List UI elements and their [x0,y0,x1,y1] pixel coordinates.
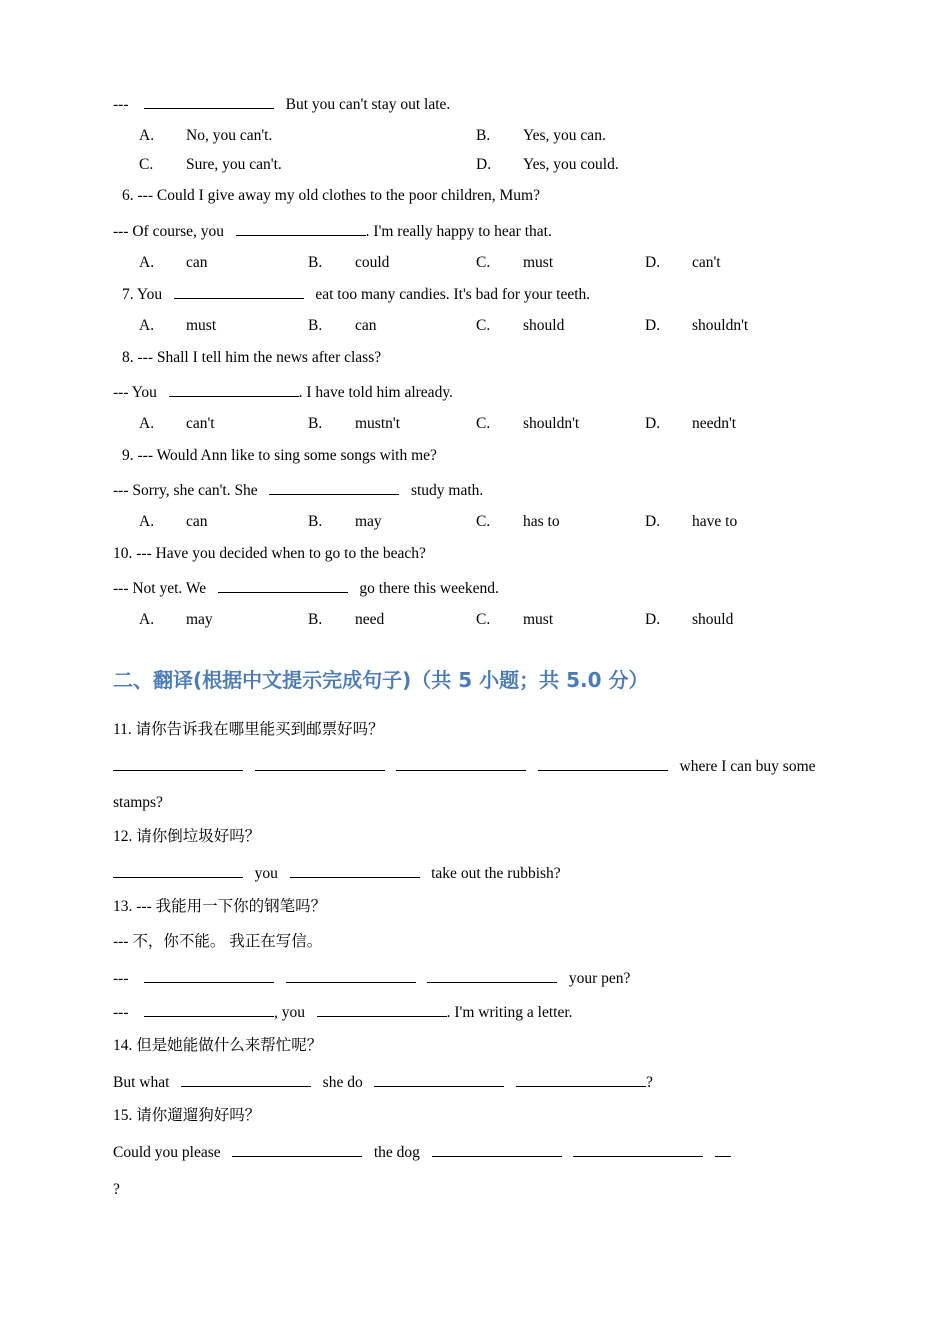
answer-blank[interactable] [144,94,274,109]
section-heading: 二、翻译(根据中文提示完成句子)（共 5 小题；共 5.0 分） [113,668,649,692]
answer-blank[interactable] [144,1002,274,1017]
answer-blank[interactable] [113,756,243,771]
answer-blank[interactable] [427,968,557,983]
q8-question: 8. --- Shall I tell him the news after class? [122,349,382,366]
answer-blank[interactable] [317,1002,447,1017]
q6-option-b[interactable]: B. could [308,254,390,271]
q15-answer-line: Could you please the dog [113,1142,731,1163]
q11-prompt: 11. 请你告诉我在哪里能买到邮票好吗？ [113,721,384,738]
q12-answer-line: you take out the rubbish? [113,863,561,884]
answer-blank[interactable] [232,1142,362,1157]
answer-blank[interactable] [269,480,399,495]
q9-option-c[interactable]: C. has to [476,513,560,530]
q10-option-b[interactable]: B. need [308,611,385,628]
answer-blank[interactable] [290,863,420,878]
q10-option-c[interactable]: C. must [476,611,554,628]
answer-blank[interactable] [174,284,304,299]
q9-answer-line: --- Sorry, she can't. She study math. [113,482,484,499]
answer-blank[interactable] [573,1142,703,1157]
q5-option-a[interactable]: A. No, you can't. [139,127,273,144]
q5-option-d[interactable]: D. Yes, you could. [476,156,619,173]
q12-prompt: 12. 请你倒垃圾好吗？ [113,828,261,845]
answer-blank[interactable] [113,863,243,878]
answer-blank[interactable] [181,1072,311,1087]
q13-reply-cn: --- 不，你不能。 我正在写信。 [113,933,323,950]
q11-answer-line: where I can buy some [113,756,816,777]
q9-question: 9. --- Would Ann like to sing some songs with me? [122,447,437,464]
q10-question: 10. --- Have you decided when to go to the beach? [113,545,426,562]
q6-question: 6. --- Could I give away my old clothes to the poor children, Mum? [122,187,540,204]
answer-blank[interactable] [432,1142,562,1157]
answer-blank[interactable] [169,382,299,397]
q15-continuation: ? [113,1181,120,1198]
q8-option-a[interactable]: A. can't [139,415,215,432]
q8-answer-line: --- You . I have told him already. [113,384,453,401]
q7-option-a[interactable]: A. must [139,317,217,334]
q8-option-b[interactable]: B. mustn't [308,415,400,432]
answer-blank[interactable] [255,756,385,771]
q8-option-d[interactable]: D. needn't [645,415,737,432]
q6-option-c[interactable]: C. must [476,254,554,271]
q11-continuation: stamps? [113,794,163,811]
q5-option-b[interactable]: B. Yes, you can. [476,127,606,144]
q10-option-d[interactable]: D. should [645,611,734,628]
q10-answer-line: --- Not yet. We go there this weekend. [113,580,499,597]
answer-blank[interactable] [236,221,366,236]
q7-option-d[interactable]: D. shouldn't [645,317,749,334]
answer-blank[interactable] [396,756,526,771]
answer-blank[interactable] [715,1142,731,1157]
q13-answer-line-2: --- , you . I'm writing a letter. [113,1004,573,1021]
q6-option-a[interactable]: A. can [139,254,208,271]
answer-blank[interactable] [374,1072,504,1087]
q6-answer-line: --- Of course, you . I'm really happy to hear that. [113,223,552,240]
answer-blank[interactable] [286,968,416,983]
answer-blank[interactable] [538,756,668,771]
q5-option-c[interactable]: C. Sure, you can't. [139,156,282,173]
q14-prompt: 14. 但是她能做什么来帮忙呢？ [113,1037,323,1054]
q6-option-d[interactable]: D. can't [645,254,721,271]
q7-question: 7. You eat too many candies. It's bad for your teeth. [122,286,591,303]
q15-prompt: 15. 请你遛遛狗好吗？ [113,1107,261,1124]
q7-option-b[interactable]: B. can [308,317,377,334]
q10-option-a[interactable]: A. may [139,611,213,628]
q9-option-b[interactable]: B. may [308,513,382,530]
q7-option-c[interactable]: C. should [476,317,565,334]
answer-blank[interactable] [218,578,348,593]
q9-option-d[interactable]: D. have to [645,513,738,530]
q8-option-c[interactable]: C. shouldn't [476,415,580,432]
q13-answer-line-1: --- your pen? [113,970,631,987]
answer-blank[interactable] [144,968,274,983]
q5-answer-line: --- But you can't stay out late. [113,96,451,113]
answer-blank[interactable] [516,1072,646,1087]
q13-prompt: 13. --- 我能用一下你的钢笔吗？ [113,898,327,915]
q14-answer-line: But what she do ? [113,1074,653,1091]
q9-option-a[interactable]: A. can [139,513,208,530]
